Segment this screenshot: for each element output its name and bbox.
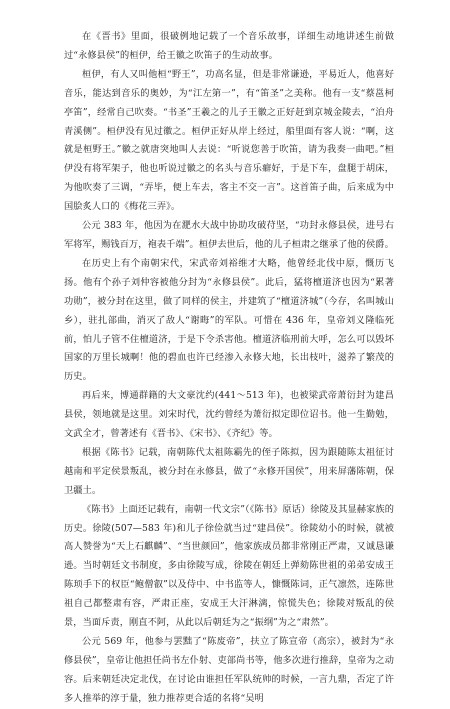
paragraph-4: 在历史上有个南朝宋代，宋武帝刘裕维才大略，他曾经北伐中原，慨历飞扬。他有个孙子刘仲容被他分封为“永修县侯”。此后，猛将檀道济也因为“累著功勋”，被分封在这里，做了同样的侯主，并建筑了“檀道济城”（今存，名叫城山乡），驻扎部曲，消灭了敌人“谢晦”的军队。可惜在 436 年，皇帝刘义隆临死前，怕儿子管不住檀道济，于是下令杀害他。檀道济临刑前大呼，怎么可以毁坏国家的万里长城啊！他的碧血也许已经渗入永修大地，长出枝叶，滋养了繁茂的历史。 <box>64 257 394 383</box>
paragraph-5: 再后来，博通群籍的大文豪沈约(441～513 年)，也被梁武帝萧衍封为建昌县侯，领地就是这里。刘宋时代，沈约曾经为萧衍拟定即位诏书。他一生勤勉，文武全才，曾著述有《晋书》、《宋书》、《齐纪》等。 <box>64 390 394 440</box>
paragraph-3: 公元 383 年，他因为在淝水大战中协助攻破苻坚，“功封永修县侯，进号右军将军，赐钱百万，袍表千端”。桓伊去世后，他的儿子桓肃之继承了他的侯爵。 <box>64 220 394 250</box>
paragraph-6: 根据《陈书》记载，南朝陈代太祖陈霸先的侄子陈拟，因为跟随陈太祖征讨越南和平定侯景叛乱，被分封在永修县，做了“永修开国侯”，用来屏藩陈朝，保卫疆土。 <box>64 446 394 496</box>
body-text <box>64 28 394 709</box>
paragraph-2: 桓伊，有人又叫他桓“野王”，功高名显，但是非常谦逊，平易近人，他喜好音乐，能达到音乐的奥妙，为“江左第一”，有“笛圣”之美称。他有一支“蔡邕柯亭笛”，经常自己吹奏。“书圣”王羲之的儿子王徽之正好赶到京城金陵去，“泊舟青溪侧”。桓伊没有见过徽之。桓伊正好从岸上经过，船里面有客人说：“啊，这就是桓野王。”徽之就唐突地叫人去说：“听说您善于吹笛，请为我奏一曲吧。”桓伊没有将军架子，他也听说过徽之的名头与音乐癖好，于是下车，盘腿于胡床，为他吹奏了三调，“弄毕，便上车去，客主不交一言”。这首笛子曲，后来成为中国脍炙人口的《梅花三弄》。 <box>64 68 394 213</box>
paragraph-1: 在《晋书》里面，很破例地记载了一个音乐故事，详细生动地讲述生前做过“永修县侯”的桓伊，给王徽之吹笛子的生动故事。 <box>64 31 394 61</box>
paragraph-7: 《陈书》上面还记载有，南朝一代文宗”（《陈书》原话）徐陵及其显赫家族的历史。徐陵(507—583 年)和儿子徐俭就当过“建昌侯”。徐陵幼小的时候，就被高人赞誉为“天上石麒麟”、“当世颜回”，他家族成员都非常刚正严肃，又诚恳谦逊。当时朝廷文书制度，多由徐陵写成，徐陵在朝廷上弹劾陈世祖的弟弟安成王陈顼手下的权臣“鲍僧叡”以及侍中、中书监等人，慷慨陈词，正气凛然，连陈世祖自己都整肃有容，严肃正座，安成王大汗淋漓，惊慌失色；徐陵对叛乱的侯景，当面斥责，刚直不阿，从此以后朝廷为之“振纲”为之“肃然”。 <box>64 503 394 629</box>
paragraph-8: 公元 569 年，他参与罢黜了“陈废帝”，扶立了陈宣帝（高宗），被封为“永修县侯”，皇帝让他担任尚书左仆射、吏部尚书等，他多次进行推辞，皇帝为之动容。后来朝廷决定北伐，在讨论由谁担任军队统帅的时候，一言九鼎，否定了许多人推举的淳于量，独力推荐更合适的名将“吴明 <box>64 636 394 704</box>
